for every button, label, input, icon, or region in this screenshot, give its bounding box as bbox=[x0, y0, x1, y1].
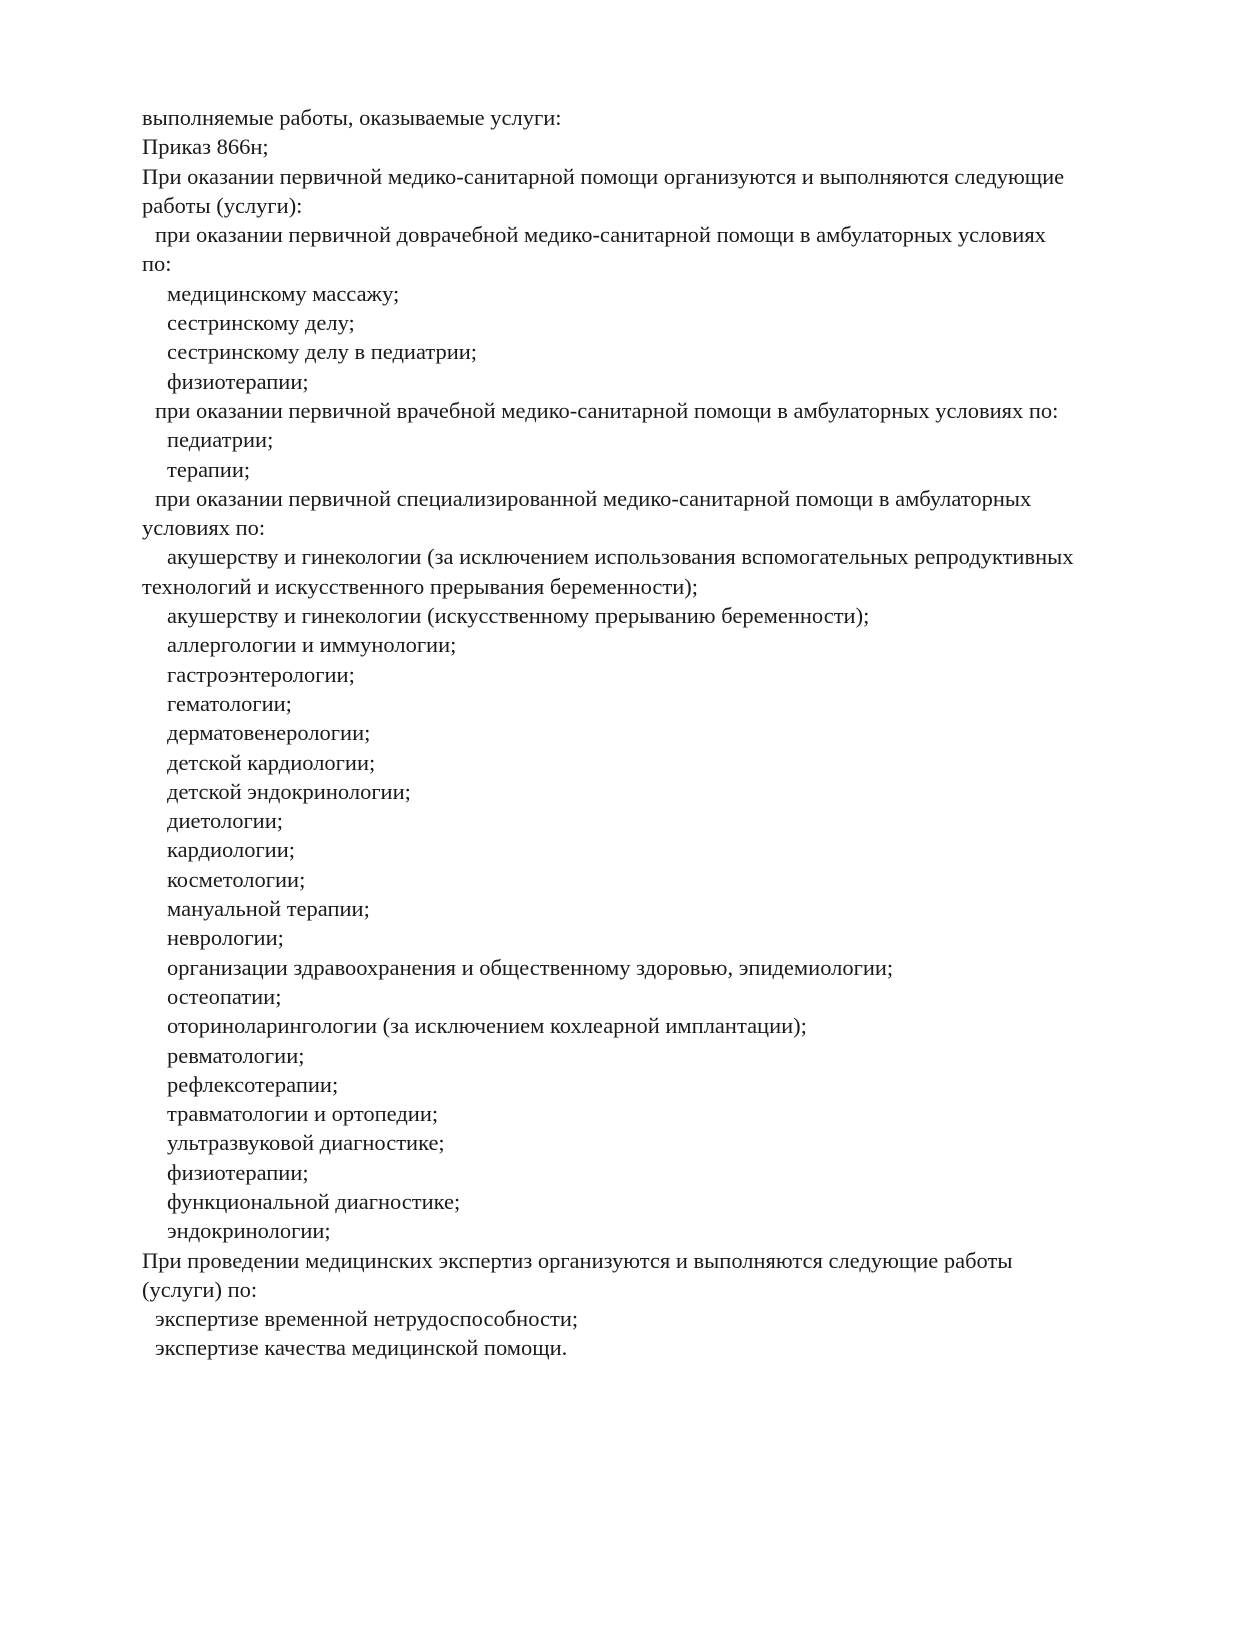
text-line: гематологии; bbox=[167, 690, 292, 716]
text-line: медицинскому массажу; bbox=[167, 280, 400, 306]
text-line: ультразвуковой диагностике; bbox=[167, 1130, 445, 1156]
text-line: диетологии; bbox=[167, 808, 284, 834]
text-line: При проведении медицинских экспертиз организуются и выполняются следующие работы bbox=[142, 1247, 1013, 1273]
text-line: аллергологии и иммунологии; bbox=[167, 632, 457, 658]
text-line: организации здравоохранения и общественному здоровью, эпидемиологии; bbox=[167, 954, 894, 980]
text-line: по: bbox=[142, 251, 172, 277]
text-line: при оказании первичной врачебной медико-санитарной помощи в амбулаторных условиях по: bbox=[155, 397, 1059, 423]
text-line: педиатрии; bbox=[167, 427, 274, 453]
text-line: оториноларингологии (за исключением кохлеарной имплантации); bbox=[167, 1013, 807, 1039]
text-line: при оказании первичной доврачебной медико-санитарной помощи в амбулаторных условиях bbox=[155, 222, 1046, 248]
text-line: сестринскому делу; bbox=[167, 310, 355, 336]
text-line: эндокринологии; bbox=[167, 1218, 331, 1244]
text-line: При оказании первичной медико-санитарной помощи организуются и выполняются следующие bbox=[142, 163, 1065, 189]
text-line: функциональной диагностике; bbox=[167, 1188, 461, 1214]
text-line: физиотерапии; bbox=[167, 1159, 309, 1185]
text-line: акушерству и гинекологии (искусственному прерыванию беременности); bbox=[167, 603, 870, 629]
text-line: технологий и искусственного прерывания беременности); bbox=[142, 573, 699, 599]
text-line: работы (услуги): bbox=[142, 192, 303, 218]
text-line: (услуги) по: bbox=[142, 1276, 258, 1302]
text-line: выполняемые работы, оказываемые услуги: bbox=[142, 105, 562, 130]
text-line: детской эндокринологии; bbox=[167, 778, 411, 804]
text-line: кардиологии; bbox=[167, 837, 296, 863]
text-line: терапии; bbox=[167, 456, 251, 482]
text-line: детской кардиологии; bbox=[167, 749, 376, 775]
text-line: при оказании первичной специализированной медико-санитарной помощи в амбулаторных bbox=[155, 485, 1032, 511]
text-line: экспертизе временной нетрудоспособности; bbox=[155, 1306, 579, 1332]
text-line: экспертизе качества медицинской помощи. bbox=[155, 1335, 568, 1361]
text-line: условиях по: bbox=[142, 515, 266, 541]
text-line: Приказ 866н; bbox=[142, 134, 269, 160]
text-line: остеопатии; bbox=[167, 983, 282, 1009]
text-line: дерматовенерологии; bbox=[167, 720, 371, 746]
text-line: мануальной терапии; bbox=[167, 896, 370, 922]
text-line: ревматологии; bbox=[167, 1042, 305, 1068]
text-line: косметологии; bbox=[167, 866, 306, 892]
text-line: сестринскому делу в педиатрии; bbox=[167, 339, 478, 365]
text-line: травматологии и ортопедии; bbox=[167, 1101, 439, 1127]
text-line: гастроэнтерологии; bbox=[167, 661, 355, 687]
text-line: неврологии; bbox=[167, 925, 284, 951]
text-line: рефлексотерапии; bbox=[167, 1071, 339, 1097]
text-line: акушерству и гинекологии (за исключением использования вспомогательных репродуктивных bbox=[167, 544, 1074, 570]
document-body bbox=[142, 103, 1152, 1363]
text-line: физиотерапии; bbox=[167, 368, 309, 394]
